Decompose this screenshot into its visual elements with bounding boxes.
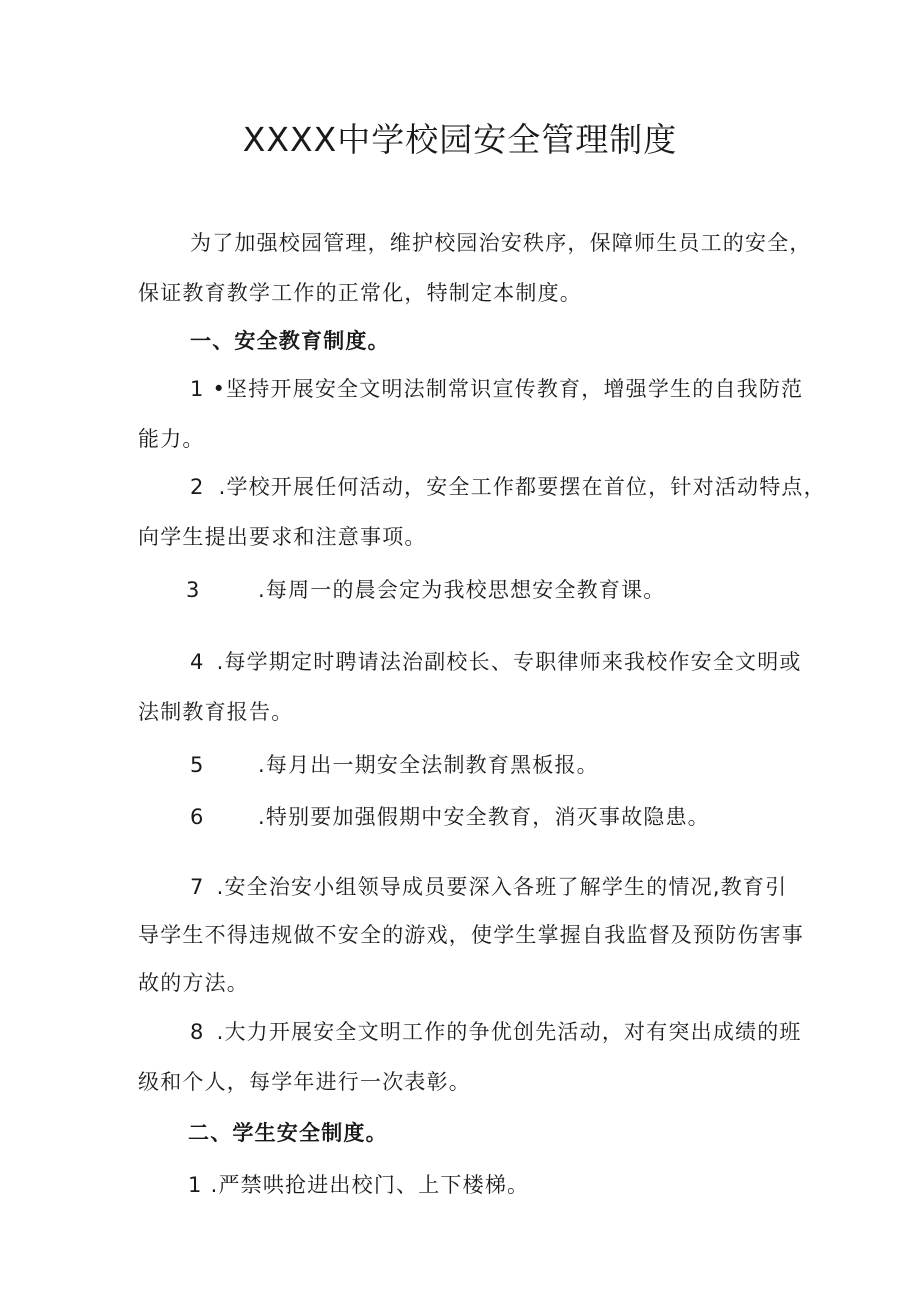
intro-line-1: 为了加强校园管理，维护校园治安秩序，保障师生员工的安全，	[190, 231, 812, 255]
list-item-1-1-cont: 能力。	[138, 427, 205, 451]
intro-line-2: 保证教育教学工作的正常化，特制定本制度。	[138, 281, 582, 305]
item-text: .每学期定时聘请法治副校长、专职律师来我校作安全文明或	[216, 650, 802, 674]
item-text: .安全治安小组领导成员要深入各班了解学生的情况,教育引	[216, 875, 788, 899]
item-number: 3	[186, 578, 201, 602]
item-text: .学校开展任何活动，安全工作都要摆在首位，针对活动特点，	[218, 475, 826, 499]
item-text: .严禁哄抢进出校门、上下楼梯。	[210, 1173, 530, 1197]
item-number: 1	[188, 1173, 203, 1197]
section-heading-2: 二、学生安全制度。	[188, 1121, 388, 1145]
item-text: .大力开展安全文明工作的争优创先活动，对有突出成绩的班	[216, 1020, 802, 1044]
list-item-1-8-cont: 级和个人，每学年进行一次表彰。	[138, 1070, 471, 1094]
list-item-1-7-cont: 导学生不得违规做不安全的游戏，使学生掌握自我监督及预防伤害事	[138, 923, 804, 947]
item-text: .特别要加强假期中安全教育，消灭事故隐患。	[258, 805, 710, 829]
item-number: 6	[190, 805, 205, 829]
list-item-1-5	[190, 750, 599, 780]
item-number: 2	[190, 475, 205, 499]
item-number: 8	[190, 1020, 205, 1044]
document-title: XXXX中学校园安全管理制度	[242, 120, 678, 159]
item-text: •坚持开展安全文明法制常识宣传教育，增强学生的自我防范	[212, 377, 804, 401]
list-item-2-1	[188, 1170, 529, 1200]
list-item-1-7	[190, 872, 787, 902]
list-item-1-3	[186, 575, 665, 605]
list-item-1-4-cont: 法制教育报告。	[138, 700, 294, 724]
list-item-1-8	[190, 1017, 802, 1047]
list-item-1-2-cont: 向学生提出要求和注意事项。	[138, 525, 427, 549]
item-number: 7	[190, 875, 205, 899]
item-number: 1	[190, 377, 205, 401]
list-item-1-2	[190, 472, 826, 502]
list-item-1-4	[190, 647, 802, 677]
list-item-1-7-cont2: 故的方法。	[138, 971, 249, 995]
item-number: 4	[190, 650, 205, 674]
item-text: .每月出一期安全法制教育黑板报。	[258, 753, 599, 777]
list-item-1-6	[190, 802, 710, 832]
list-item-1-1	[190, 374, 803, 404]
item-text: .每周一的晨会定为我校思想安全教育课。	[258, 578, 666, 602]
item-number: 5	[190, 753, 205, 777]
section-heading-1: 一、安全教育制度。	[190, 329, 390, 353]
